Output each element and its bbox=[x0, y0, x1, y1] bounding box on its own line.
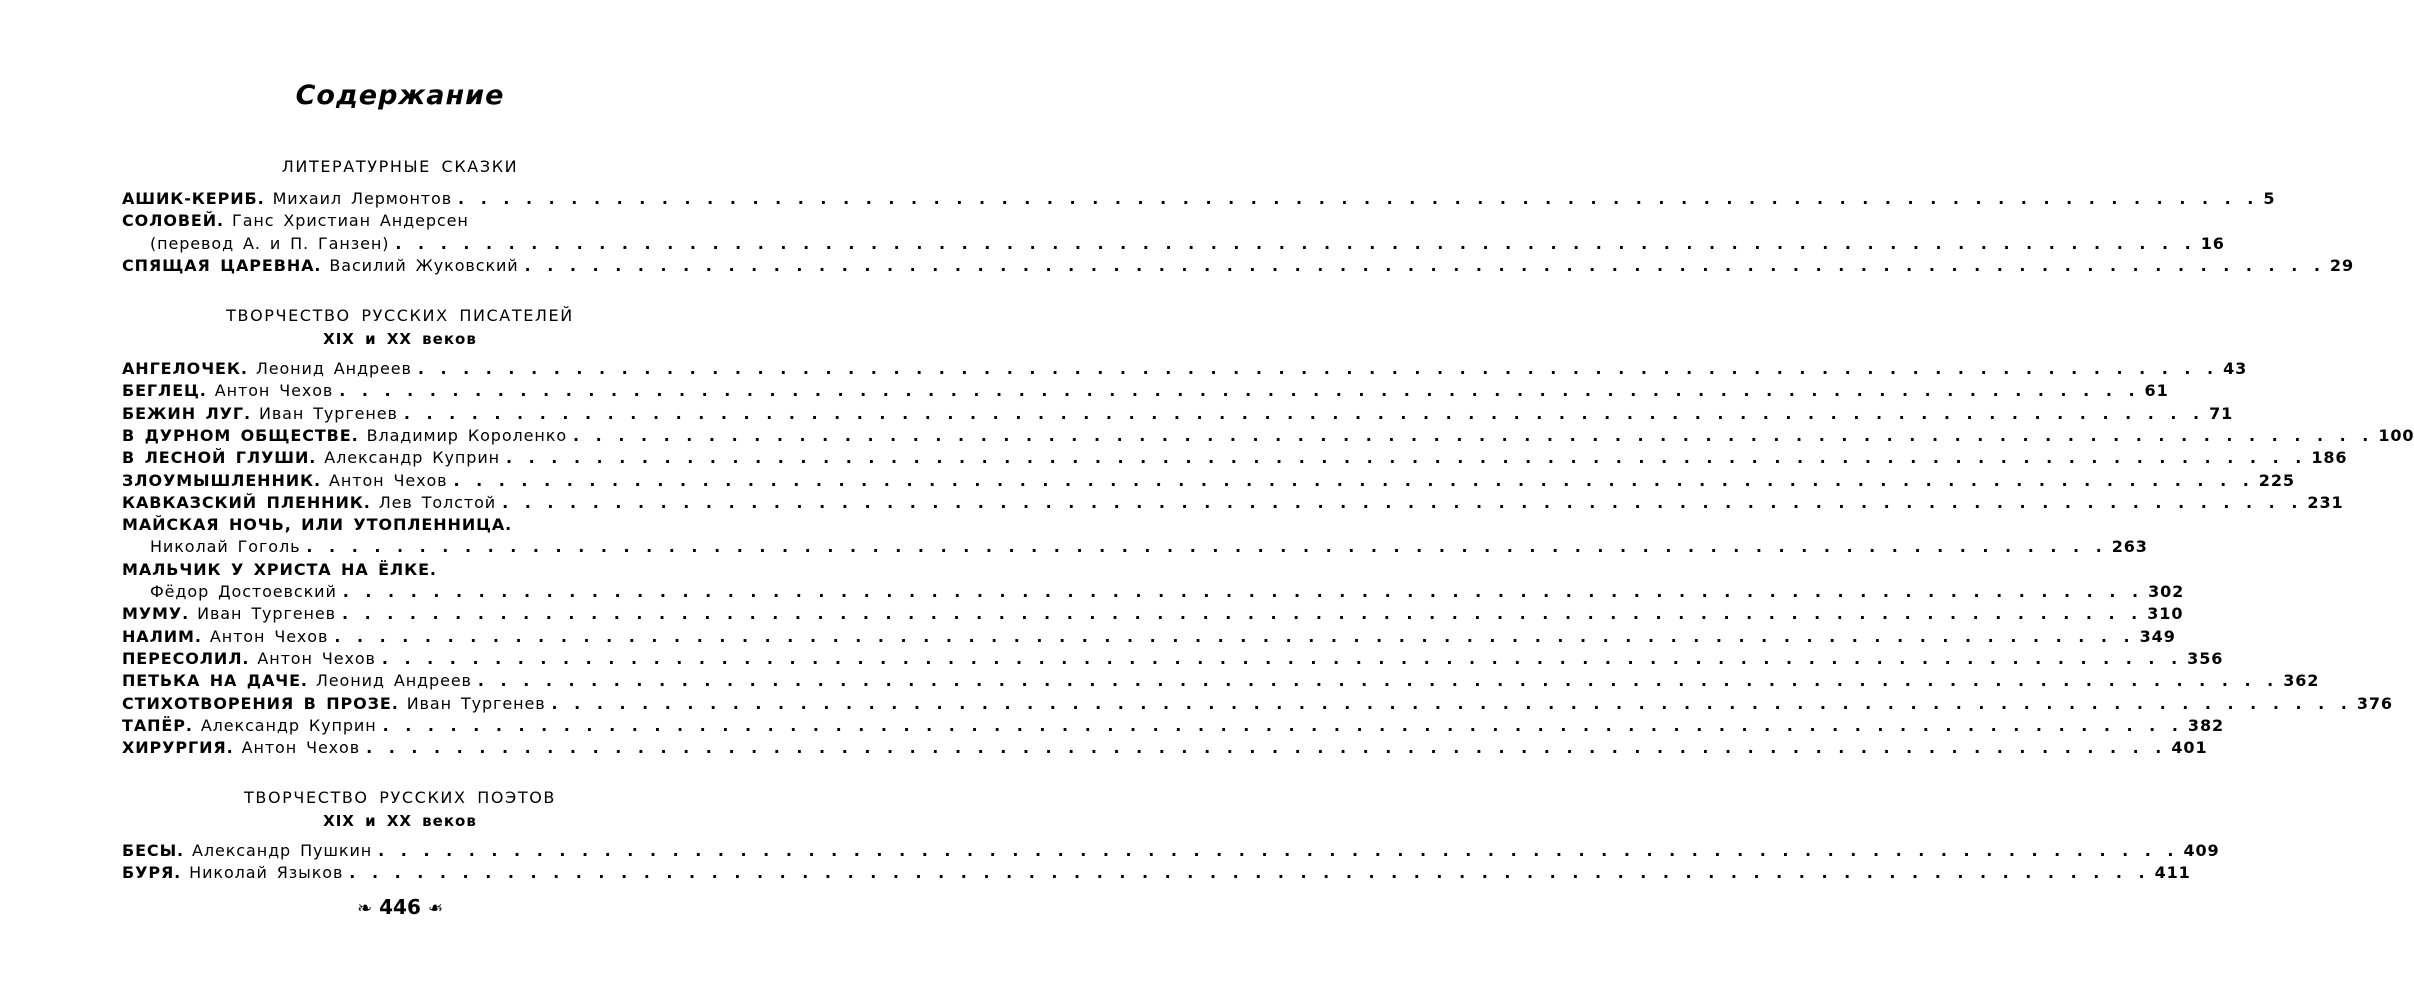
entry-author: Фёдор Достоевский bbox=[150, 582, 337, 601]
entry-page-number: 376 bbox=[2356, 693, 2393, 713]
dot-leader: . . . . . . . . . . . . . . . . . . . . . . . . . . . . . . . . . . . . . . . . . . . . . . . . . . . . . . . . . . . . . . . . . . . . . . . . . . . . . . . . bbox=[378, 841, 2178, 860]
toc-entry[interactable] bbox=[122, 841, 2220, 863]
right-ornament-icon: ❧ bbox=[427, 898, 443, 919]
dot-leader: . . . . . . . . . . . . . . . . . . . . . . . . . . . . . . . . . . . . . . . . . . . . . . . . . . . . . . . . . . . . . . . . . . . . . . . . . . . . . . . . bbox=[341, 604, 2142, 624]
dot-leader: . . . . . . . . . . . . . . . . . . . . . . . . . . . . . . . . . . . . . . . . . . . . . . . . . . . . . . . . . . . . . . . . . . . . . . . . . . . . . . . . bbox=[349, 863, 2149, 883]
entry-page-number: 302 bbox=[2148, 582, 2185, 601]
toc-entry[interactable] bbox=[122, 492, 2344, 515]
entry-page-number: 356 bbox=[2187, 648, 2224, 668]
section-heading: ТВОРЧЕСТВО РУССКИХ ПИСАТЕЛЕЙ bbox=[226, 306, 574, 325]
left-ornament-icon: ❧ bbox=[357, 898, 373, 919]
entry-title: ПЕТЬКА НА ДАЧЕ. bbox=[122, 671, 308, 691]
dot-leader: . . . . . . . . . . . . . . . . . . . . . . . . . . . . . . . . . . . . . . . . . . . . . . . . . . . . . . . . . . . . . . . . . . . . . . . . . . . . . . . . bbox=[551, 693, 2351, 713]
entry-page-number: 61 bbox=[2144, 381, 2169, 401]
section-subheading: XIX и XX веков bbox=[323, 330, 477, 348]
dot-leader: . . . . . . . . . . . . . . . . . . . . . . . . . . . . . . . . . . . . . . . . . . . . . . . . . . . . . . . . . . . . . . . . . . . . . . . . . . . . . . . . bbox=[417, 359, 2218, 378]
section-subheading: XIX и XX веков bbox=[323, 812, 477, 830]
entry-title: МАЙСКАЯ НОЧЬ, ИЛИ УТОПЛЕННИЦА. bbox=[122, 515, 513, 535]
entry-title: БУРЯ. bbox=[122, 863, 182, 883]
entry-page-number: 231 bbox=[2307, 492, 2344, 512]
toc-entry[interactable] bbox=[150, 233, 2225, 256]
entry-title: ХИРУРГИЯ. bbox=[122, 738, 234, 758]
dot-leader: . . . . . . . . . . . . . . . . . . . . . . . . . . . . . . . . . . . . . . . . . . . . . . . . . . . . . . . . . . . . . . . . . . . . . . . . . . . . . . . . bbox=[403, 403, 2204, 423]
toc-entry[interactable] bbox=[122, 715, 2225, 738]
entry-title: НАЛИМ. bbox=[122, 626, 202, 646]
entry-page-number: 382 bbox=[2187, 715, 2225, 735]
toc-entry[interactable] bbox=[122, 560, 716, 582]
toc-entry[interactable] bbox=[122, 448, 2348, 470]
entry-author: Александр Куприн bbox=[324, 448, 500, 468]
entry-author: Василий Жуковский bbox=[329, 255, 519, 275]
entry-author: Антон Чехов bbox=[329, 470, 448, 490]
entry-title: СОЛОВЕЙ. bbox=[122, 211, 225, 231]
entry-title: ЗЛОУМЫШЛЕННИК. bbox=[122, 470, 322, 490]
dot-leader: . . . . . . . . . . . . . . . . . . . . . . . . . . . . . . . . . . . . . . . . . . . . . . . . . . . . . . . . . . . . . . . . . . . . . . . . . . . . . . . . bbox=[506, 448, 2306, 468]
dot-leader: . . . . . . . . . . . . . . . . . . . . . . . . . . . . . . . . . . . . . . . . . . . . . . . . . . . . . . . . . . . . . . . . . . . . . . . . . . . . . . . . bbox=[339, 381, 2139, 401]
toc-entry[interactable] bbox=[122, 626, 2176, 649]
toc-entry[interactable] bbox=[150, 582, 2185, 604]
entry-page-number: 411 bbox=[2154, 863, 2191, 883]
entry-author: Антон Чехов bbox=[214, 381, 334, 401]
entry-title: АШИК-КЕРИБ. bbox=[122, 189, 265, 208]
entry-page-number: 349 bbox=[2139, 626, 2176, 646]
entry-author: Владимир Короленко bbox=[366, 425, 568, 445]
entry-page-number: 29 bbox=[2329, 255, 2354, 275]
toc-entry[interactable] bbox=[122, 211, 716, 233]
entry-page-number: 409 bbox=[2183, 841, 2220, 860]
entry-page-number: 100 bbox=[2378, 425, 2414, 445]
entry-page-number: 310 bbox=[2147, 604, 2184, 624]
entry-page-number: 5 bbox=[2263, 189, 2276, 208]
entry-author: Александр Куприн bbox=[200, 715, 377, 735]
entry-author: Иван Тургенев bbox=[406, 693, 546, 713]
toc-entry[interactable] bbox=[122, 425, 2414, 448]
entry-page-number: 263 bbox=[2111, 537, 2148, 557]
dot-leader: . . . . . . . . . . . . . . . . . . . . . . . . . . . . . . . . . . . . . . . . . . . . . . . . . . . . . . . . . . . . . . . . . . . . . . . . . . . . . . . . bbox=[573, 425, 2373, 445]
entry-title: ПЕРЕСОЛИЛ. bbox=[122, 648, 250, 668]
toc-entry[interactable] bbox=[122, 671, 2320, 693]
entry-title: В ЛЕСНОЙ ГЛУШИ. bbox=[122, 448, 317, 468]
entry-title: СПЯЩАЯ ЦАРЕВНА. bbox=[122, 255, 322, 275]
entry-page-number: 401 bbox=[2171, 738, 2208, 758]
entry-title: АНГЕЛОЧЕК. bbox=[122, 359, 248, 378]
dot-leader: . . . . . . . . . . . . . . . . . . . . . . . . . . . . . . . . . . . . . . . . . . . . . . . . . . . . . . . . . . . . . . . . . . . . . . . . . . . . . . . . bbox=[524, 255, 2324, 275]
entry-title: МУМУ. bbox=[122, 604, 190, 624]
entry-author: Иван Тургенев bbox=[197, 604, 336, 624]
page-footer bbox=[0, 895, 800, 919]
dot-leader: . . . . . . . . . . . . . . . . . . . . . . . . . . . . . . . . . . . . . . . . . . . . . . . . . . . . . . . . . . . . . . . . . . . . . . . . . . . . . . . . bbox=[334, 626, 2134, 646]
dot-leader: . . . . . . . . . . . . . . . . . . . . . . . . . . . . . . . . . . . . . . . . . . . . . . . . . . . . . . . . . . . . . . . . . . . . . . . . . . . . . . . . bbox=[366, 738, 2166, 758]
entry-title: ТАПЁР. bbox=[122, 715, 193, 735]
entry-author: Александр Пушкин bbox=[192, 841, 373, 860]
toc-entry[interactable] bbox=[122, 403, 2234, 426]
toc-entry[interactable] bbox=[122, 604, 2184, 626]
entry-author: Михаил Лермонтов bbox=[272, 189, 453, 208]
entry-title: МАЛЬЧИК У ХРИСТА НА ЁЛКЕ. bbox=[122, 559, 437, 579]
entry-title: КАВКАЗСКИЙ ПЛЕННИК. bbox=[122, 492, 371, 512]
toc-entry[interactable] bbox=[150, 537, 2148, 559]
entry-author: Леонид Андреев bbox=[315, 671, 472, 691]
toc-entry[interactable] bbox=[122, 381, 2169, 403]
entry-author: Антон Чехов bbox=[209, 626, 329, 646]
entry-author: Ганс Христиан Андерсен bbox=[232, 211, 469, 231]
toc-entry[interactable] bbox=[122, 738, 2208, 760]
toc-entry[interactable] bbox=[122, 693, 2393, 716]
dot-leader: . . . . . . . . . . . . . . . . . . . . . . . . . . . . . . . . . . . . . . . . . . . . . . . . . . . . . . . . . . . . . . . . . . . . . . . . . . . . . . . . bbox=[502, 492, 2302, 512]
dot-leader: . . . . . . . . . . . . . . . . . . . . . . . . . . . . . . . . . . . . . . . . . . . . . . . . . . . . . . . . . . . . . . . . . . . . . . . . . . . . . . . . bbox=[382, 715, 2182, 735]
dot-leader: . . . . . . . . . . . . . . . . . . . . . . . . . . . . . . . . . . . . . . . . . . . . . . . . . . . . . . . . . . . . . . . . . . . . . . . . . . . . . . . . bbox=[477, 671, 2278, 691]
entry-author: Лев Толстой bbox=[378, 492, 497, 512]
toc-entry[interactable] bbox=[122, 255, 2354, 278]
dot-leader: . . . . . . . . . . . . . . . . . . . . . . . . . . . . . . . . . . . . . . . . . . . . . . . . . . . . . . . . . . . . . . . . . . . . . . . . . . . . . . . . bbox=[306, 537, 2106, 557]
toc-entry[interactable] bbox=[122, 470, 2295, 493]
section-heading: ТВОРЧЕСТВО РУССКИХ ПОЭТОВ bbox=[244, 788, 556, 807]
entry-author: Леонид Андреев bbox=[255, 359, 412, 378]
entry-page-number: 362 bbox=[2283, 671, 2320, 691]
entry-title: БЕГЛЕЦ. bbox=[122, 381, 207, 401]
page-title: Содержание bbox=[295, 80, 505, 111]
entry-title: БЕЖИН ЛУГ. bbox=[122, 403, 251, 423]
entry-author: Антон Чехов bbox=[257, 648, 376, 668]
entry-page-number: 16 bbox=[2200, 233, 2225, 253]
toc-entry[interactable] bbox=[122, 359, 2248, 381]
entry-title: БЕСЫ. bbox=[122, 841, 185, 860]
entry-title: В ДУРНОМ ОБЩЕСТВЕ. bbox=[122, 425, 359, 445]
page-number: 446 bbox=[379, 895, 421, 919]
entry-page-number: 71 bbox=[2209, 403, 2234, 423]
entry-author: Николай Языков bbox=[189, 863, 344, 883]
toc-entry[interactable] bbox=[122, 189, 2276, 211]
section-heading: ЛИТЕРАТУРНЫЕ СКАЗКИ bbox=[281, 157, 519, 176]
entry-page-number: 186 bbox=[2311, 448, 2348, 468]
toc-entry[interactable] bbox=[122, 863, 2191, 885]
toc-entry[interactable] bbox=[122, 648, 2224, 671]
entry-title: СТИХОТВОРЕНИЯ В ПРОЗЕ. bbox=[122, 693, 399, 713]
dot-leader: . . . . . . . . . . . . . . . . . . . . . . . . . . . . . . . . . . . . . . . . . . . . . . . . . . . . . . . . . . . . . . . . . . . . . . . . . . . . . . . . bbox=[395, 233, 2195, 253]
entry-author: Иван Тургенев bbox=[258, 403, 398, 423]
toc-entry[interactable] bbox=[122, 515, 716, 537]
dot-leader: . . . . . . . . . . . . . . . . . . . . . . . . . . . . . . . . . . . . . . . . . . . . . . . . . . . . . . . . . . . . . . . . . . . . . . . . . . . . . . . . bbox=[342, 582, 2143, 601]
entry-author: Антон Чехов bbox=[241, 738, 361, 758]
entry-page-number: 43 bbox=[2223, 359, 2248, 378]
dot-leader: . . . . . . . . . . . . . . . . . . . . . . . . . . . . . . . . . . . . . . . . . . . . . . . . . . . . . . . . . . . . . . . . . . . . . . . . . . . . . . . . bbox=[381, 648, 2182, 668]
entry-page-number: 225 bbox=[2258, 470, 2295, 490]
entry-author: (перевод А. и П. Ганзен) bbox=[150, 233, 390, 253]
dot-leader: . . . . . . . . . . . . . . . . . . . . . . . . . . . . . . . . . . . . . . . . . . . . . . . . . . . . . . . . . . . . . . . . . . . . . . . . . . . . . . . . bbox=[458, 189, 2258, 208]
entry-author: Николай Гоголь bbox=[150, 537, 301, 557]
dot-leader: . . . . . . . . . . . . . . . . . . . . . . . . . . . . . . . . . . . . . . . . . . . . . . . . . . . . . . . . . . . . . . . . . . . . . . . . . . . . . . . . bbox=[453, 470, 2253, 490]
